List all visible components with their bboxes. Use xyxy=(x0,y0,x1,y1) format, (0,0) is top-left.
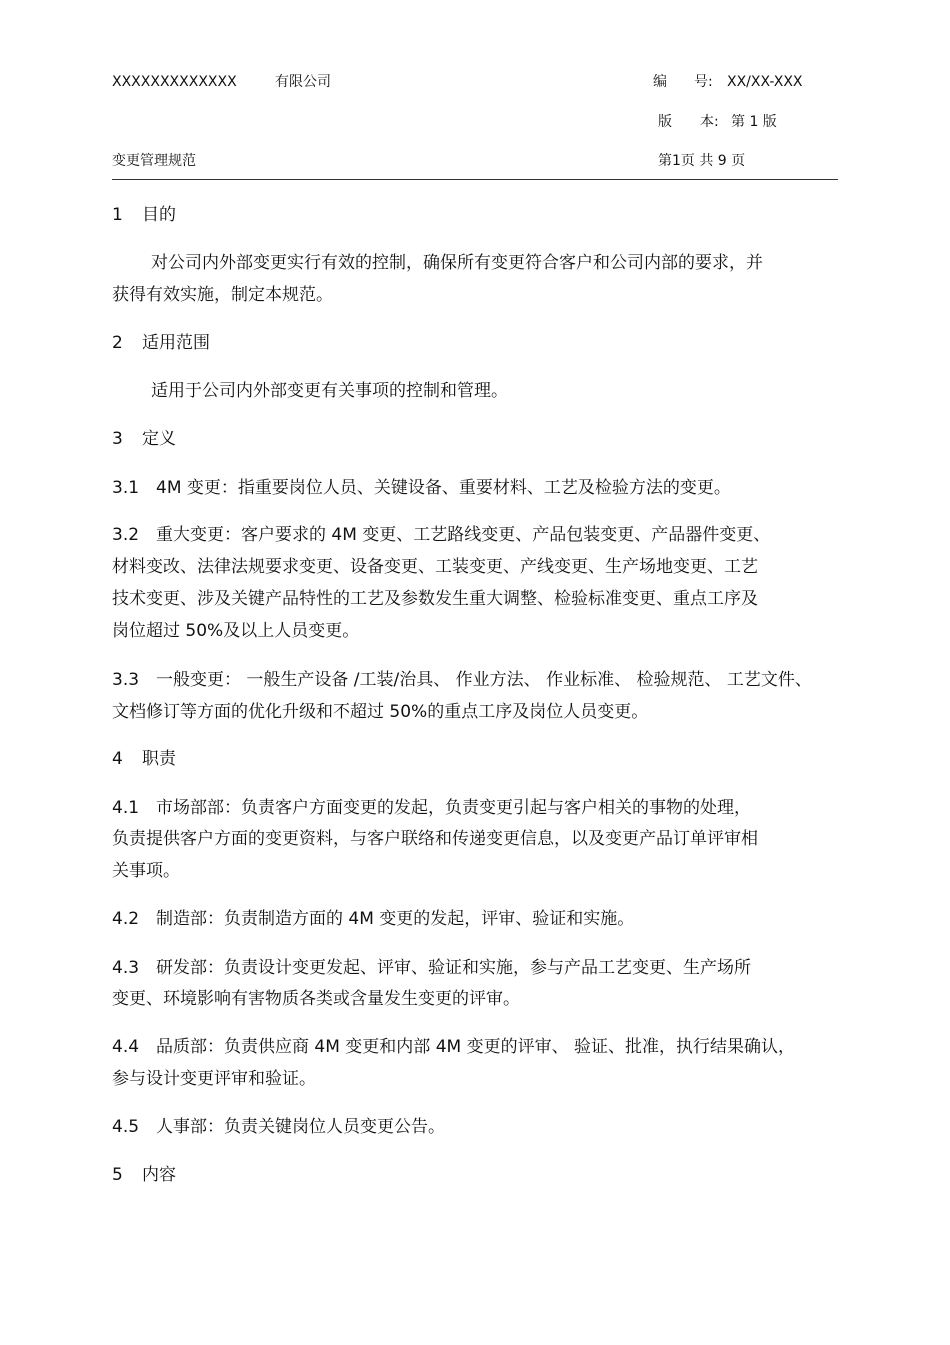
paragraph-line xyxy=(151,252,763,274)
section-heading-4 xyxy=(112,748,176,770)
line-text: 岗位超过 50%及以上人员变更。 xyxy=(112,621,360,641)
paragraph-line xyxy=(112,284,333,306)
paragraph-line xyxy=(112,556,758,578)
clause-text: 人事部：负责关键岗位人员变更公告。 xyxy=(156,1117,445,1137)
clause-3-1 xyxy=(112,477,731,499)
section-title: 职责 xyxy=(142,749,176,769)
clause-3-2 xyxy=(112,524,770,546)
section-title: 定义 xyxy=(142,429,176,449)
section-number: 3 xyxy=(112,429,123,449)
clause-4-5 xyxy=(112,1116,445,1138)
line-text: 关事项。 xyxy=(112,861,180,881)
paragraph-line xyxy=(151,380,508,402)
clause-number: 3.2 xyxy=(112,525,140,545)
header-divider xyxy=(112,179,838,180)
clause-4-2 xyxy=(112,908,634,930)
section-number: 4 xyxy=(112,749,123,769)
paragraph-line xyxy=(112,588,758,610)
paragraph-line xyxy=(112,860,180,882)
clause-number: 4.4 xyxy=(112,1037,140,1057)
line-text: 适用于公司内外部变更有关事项的控制和管理。 xyxy=(151,381,508,401)
clause-text: 制造部：负责制造方面的 4M 变更的发起，评审、验证和实施。 xyxy=(156,909,635,929)
version-label-1: 版 xyxy=(658,114,672,130)
paragraph-line xyxy=(112,1068,316,1090)
line-text: 变更、环境影响有害物质各类或含量发生变更的评审。 xyxy=(112,989,520,1009)
clause-number: 4.2 xyxy=(112,909,140,929)
clause-number: 3.1 xyxy=(112,478,140,498)
line-text: 材料变改、法律法规要求变更、设备变更、工装变更、产线变更、生产场地变更、工艺 xyxy=(112,557,758,577)
clause-text: 重大变更：客户要求的 4M 变更、工艺路线变更、产品包装变更、产品器件变更、 xyxy=(156,525,771,545)
clause-4-4 xyxy=(112,1036,795,1058)
line-text: 对公司内外部变更实行有效的控制，确保所有变更符合客户和公司内部的要求，并 xyxy=(151,253,763,273)
paragraph-line xyxy=(112,828,758,850)
version-value: 第 1 版 xyxy=(731,114,777,130)
line-text: 参与设计变更评审和验证。 xyxy=(112,1069,316,1089)
paragraph-line xyxy=(112,620,359,642)
line-text: 文档修订等方面的优化升级和不超过 50%的重点工序及岗位人员变更。 xyxy=(112,702,649,722)
version-label-2: 本: xyxy=(700,114,719,130)
clause-number: 3.3 xyxy=(112,670,140,690)
section-number: 2 xyxy=(112,333,123,353)
company-code: XXXXXXXXXXXXX xyxy=(112,74,237,90)
doc-title: 变更管理规范 xyxy=(112,153,196,169)
clause-number: 4.3 xyxy=(112,958,140,978)
doc-number-value: XX/XX-XXX xyxy=(727,74,803,90)
clause-4-1 xyxy=(112,797,751,819)
paragraph-line xyxy=(112,701,648,723)
clause-text: 研发部：负责设计变更发起、评审、验证和实施，参与产品工艺变更、生产场所 xyxy=(156,958,751,978)
section-number: 1 xyxy=(112,205,123,225)
page-info: 第1页 共 9 页 xyxy=(658,153,746,169)
clause-text: 市场部部：负责客户方面变更的发起，负责变更引起与客户相关的事物的处理， xyxy=(156,798,751,818)
clause-number: 4.1 xyxy=(112,798,140,818)
section-title: 目的 xyxy=(142,205,176,225)
clause-text: 4M 变更：指重要岗位人员、关键设备、重要材料、工艺及检验方法的变更。 xyxy=(156,478,731,498)
company-suffix: 有限公司 xyxy=(275,74,331,90)
clause-3-3 xyxy=(112,669,812,691)
section-heading-1 xyxy=(112,204,176,226)
section-number: 5 xyxy=(112,1165,123,1185)
section-heading-5 xyxy=(112,1164,176,1186)
line-text: 获得有效实施，制定本规范。 xyxy=(112,285,333,305)
clause-text: 一般变更： 一般生产设备 /工装/治具、 作业方法、 作业标准、 检验规范、 工艺文件、 xyxy=(156,670,812,690)
doc-number-label-2: 号: xyxy=(694,74,713,90)
line-text: 技术变更、涉及关键产品特性的工艺及参数发生重大调整、检验标准变更、重点工序及 xyxy=(112,589,758,609)
section-title: 内容 xyxy=(142,1165,176,1185)
section-title: 适用范围 xyxy=(142,333,210,353)
section-heading-3 xyxy=(112,428,176,450)
paragraph-line xyxy=(112,988,520,1010)
clause-4-3 xyxy=(112,957,751,979)
clause-text: 品质部：负责供应商 4M 变更和内部 4M 变更的评审、 验证、批准，执行结果确认， xyxy=(156,1037,795,1057)
section-heading-2 xyxy=(112,332,210,354)
line-text: 负责提供客户方面的变更资料，与客户联络和传递变更信息，以及变更产品订单评审相 xyxy=(112,829,758,849)
clause-number: 4.5 xyxy=(112,1117,140,1137)
doc-number-label-1: 编 xyxy=(653,74,667,90)
